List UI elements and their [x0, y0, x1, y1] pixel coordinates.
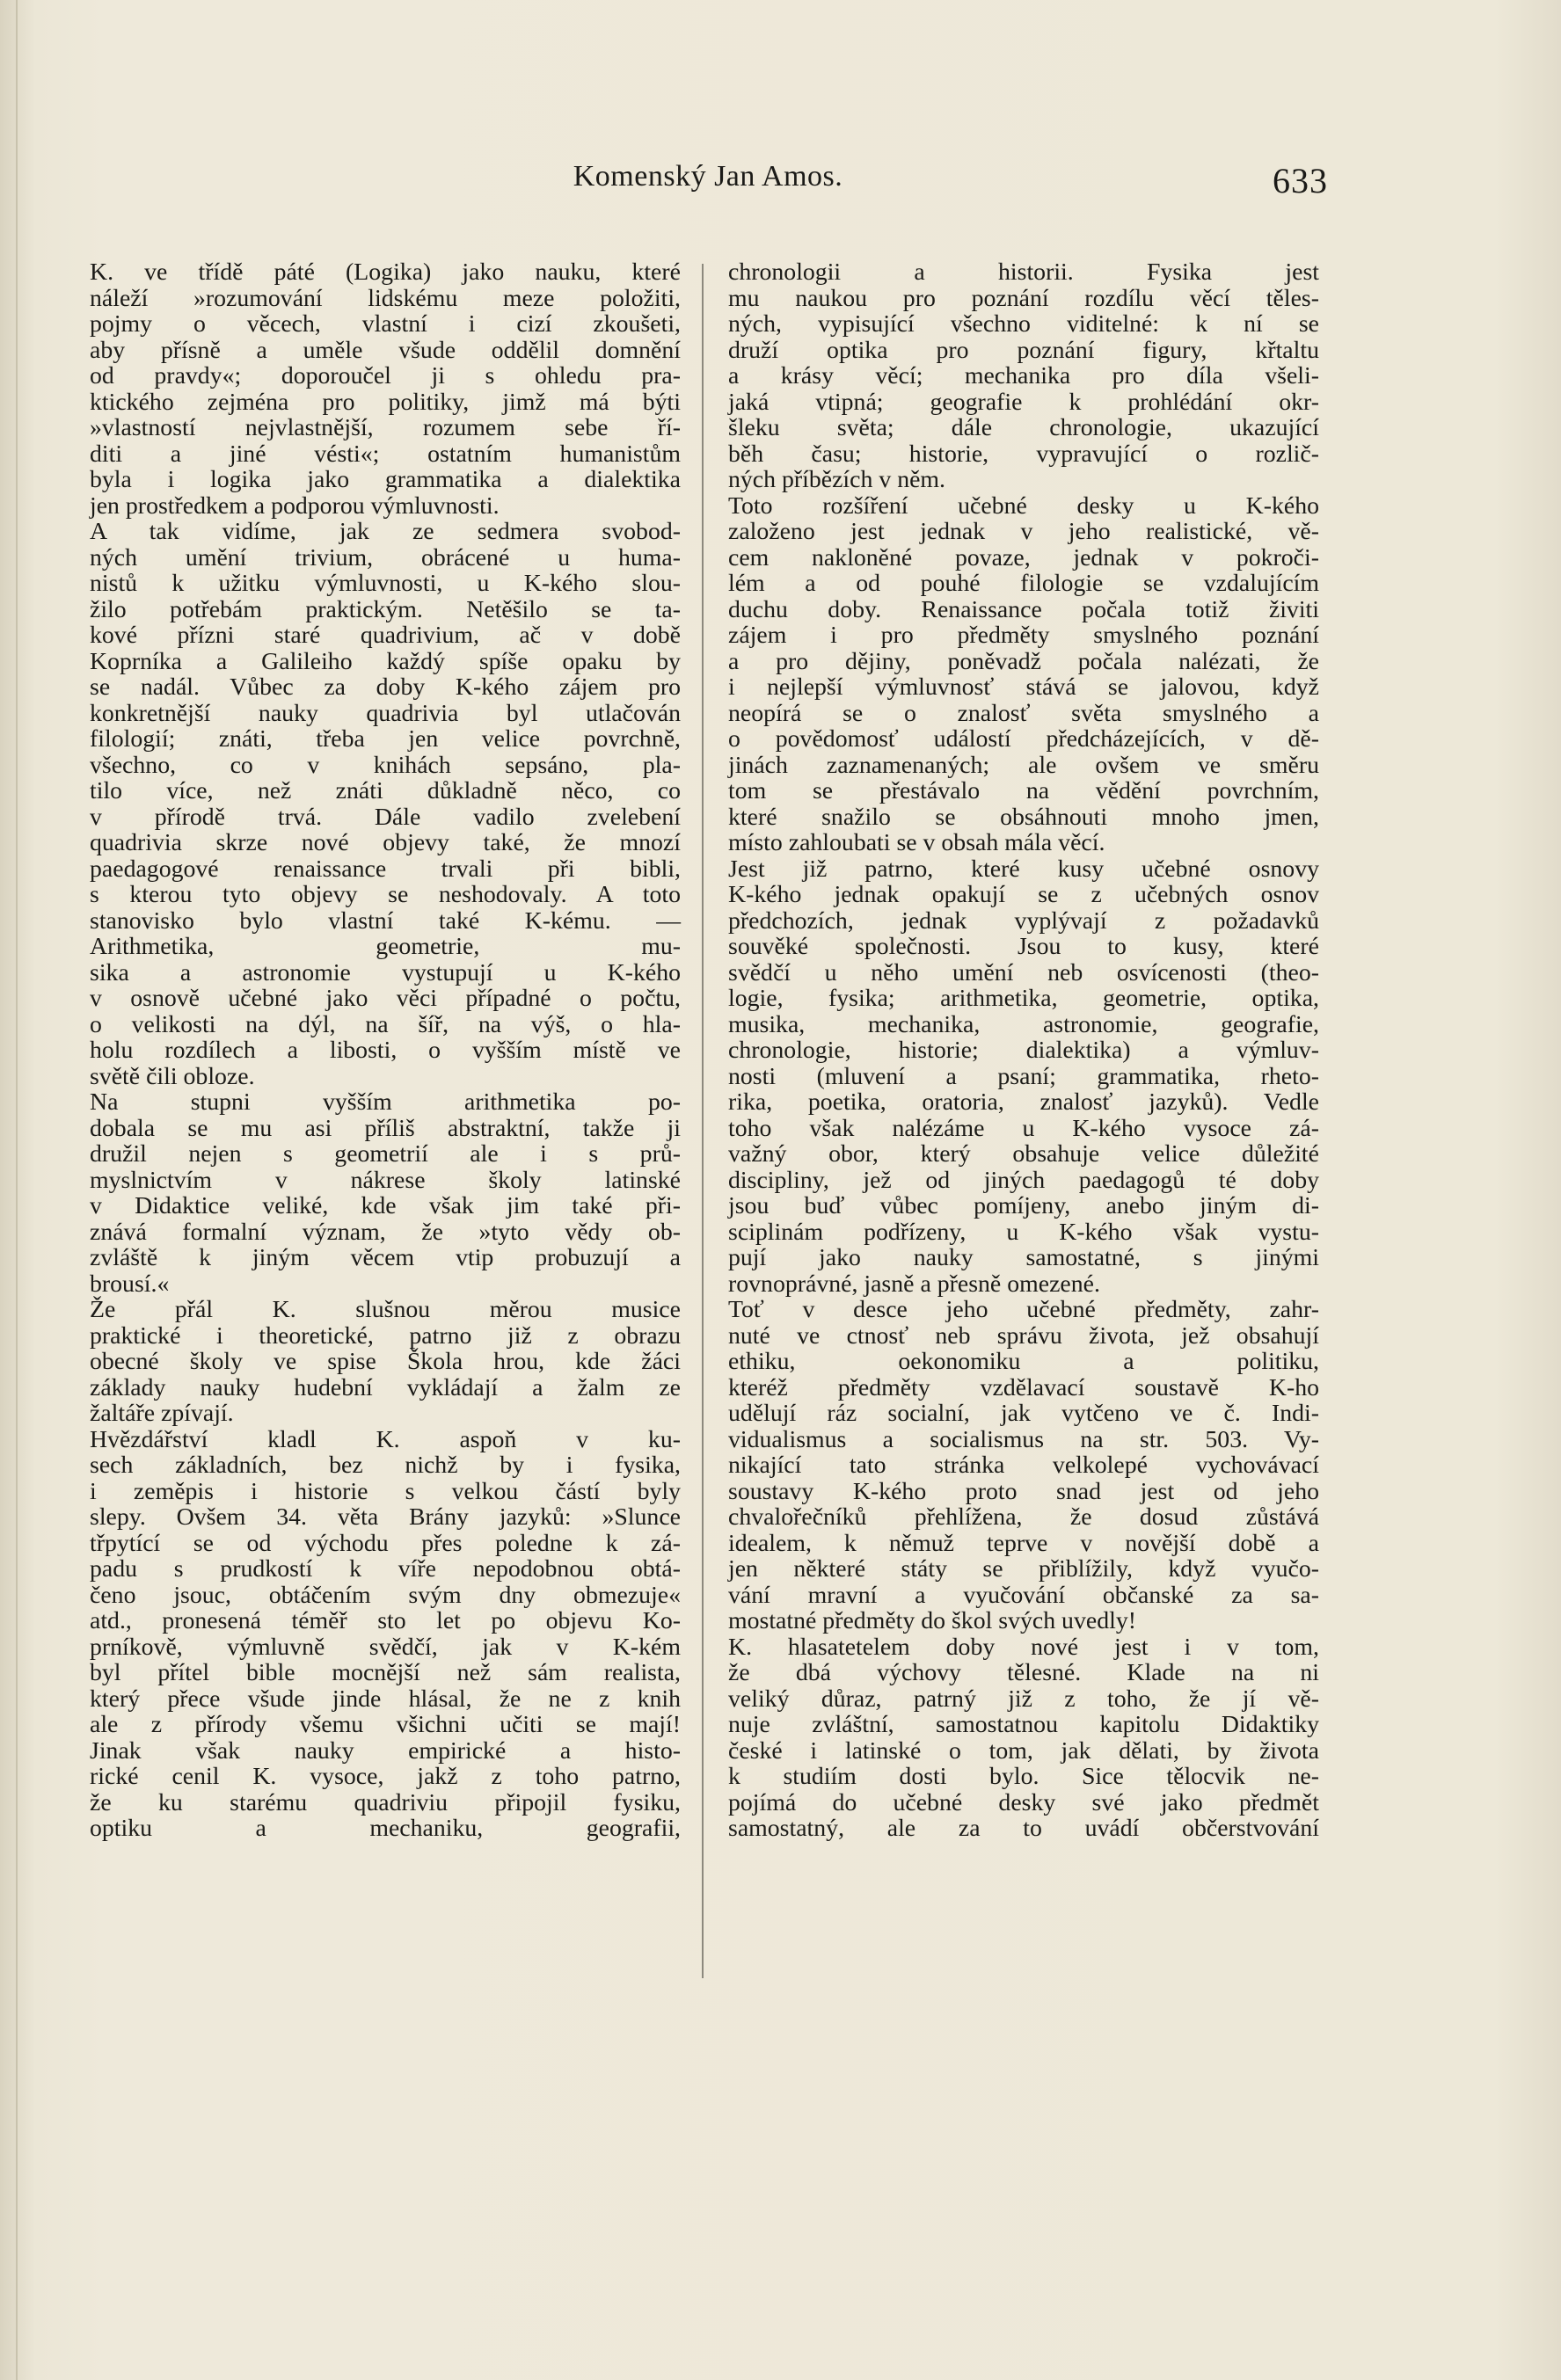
- text-line: i zeměpis i historie s velkou částí byly: [90, 1477, 681, 1505]
- text-line: veliký důraz, patrný již z toho, že jí vě-: [728, 1685, 1319, 1713]
- text-line: založeno jest jednak v jeho realistické, vě-: [728, 518, 1319, 545]
- text-line: Hvězdářství kladl K. aspoň v ku-: [90, 1425, 681, 1453]
- text-line: který přece všude jinde hlásal, že ne z knih: [90, 1685, 681, 1713]
- text-line: že ku starému quadriviu připojil fysiku,: [90, 1788, 681, 1816]
- text-line: prníkově, výmluvně svědčí, jak v K-kém: [90, 1633, 681, 1661]
- text-line: jaká vtipná; geografie k prohlédání okr-: [728, 388, 1319, 416]
- text-line: padu s prudkostí k víře nepodobnou obtá-: [90, 1555, 681, 1583]
- text-line: k studiím dosti bylo. Sice tělocvik ne-: [728, 1763, 1319, 1790]
- text-line: stanovisko bylo vlastní také K-kému. —: [90, 906, 681, 935]
- text-line: lém a od pouhé filologie se vzdalujícím: [728, 570, 1319, 597]
- text-line: Arithmetika, geometrie, mu-: [90, 933, 681, 960]
- text-line: praktické i theoretické, patrno již z obrazu: [90, 1321, 681, 1350]
- text-line: soustavy K-kého proto snad jest od jeho: [728, 1477, 1319, 1505]
- text-line: čeno jsouc, obtáčením svým dny obmezuje«: [90, 1581, 681, 1609]
- text-line: brousí.«: [90, 1270, 170, 1298]
- text-line: musika, mechanika, astronomie, geografie,: [728, 1010, 1319, 1038]
- text-line: idealem, k němuž teprve v novější době a: [728, 1529, 1319, 1557]
- text-line: že dbá výchovy tělesné. Klade na ni: [728, 1659, 1319, 1686]
- text-line: aby přísně a uměle všude oddělil domnění: [90, 336, 681, 364]
- right-text-column: [728, 259, 1319, 1842]
- text-line: optiku a mechaniku, geografii,: [90, 1815, 681, 1842]
- page-header: [88, 160, 1328, 213]
- text-line: quadrivia skrze nové objevy také, že mnozí: [90, 829, 681, 856]
- text-line: základy nauky hudební vykládají a žalm ze: [90, 1373, 681, 1401]
- text-line: ktického zejména pro politiky, jimž má býti: [90, 388, 681, 416]
- text-line: šleku světa; dále chronologie, ukazující: [728, 414, 1319, 441]
- text-line: místo zahloubati se v obsah mála věcí.: [728, 829, 1105, 856]
- text-line: od pravdy«; doporoučel ji s ohledu pra-: [90, 362, 681, 389]
- text-line: se nadál. Vůbec za doby K-kého zájem pro: [90, 673, 681, 701]
- text-line: slepy. Ovšem 34. věta Brány jazyků: »Slunce: [90, 1503, 681, 1531]
- text-line: náleží »rozumování lidskému meze položiti,: [90, 284, 681, 312]
- text-line: třpytící se od východu přes poledne k zá-: [90, 1529, 681, 1557]
- text-line: pují jako nauky samostatné, s jinými: [728, 1244, 1319, 1271]
- text-line: jen některé státy se přiblížily, když vyučo-: [728, 1555, 1319, 1583]
- text-line: ethiku, oekonomiku a politiku,: [728, 1348, 1319, 1375]
- text-line: neopírá se o znalosť světa smyslného a: [728, 699, 1319, 727]
- text-line: tilo více, než znáti důkladně něco, co: [90, 777, 681, 804]
- text-line: běh času; historie, vypravující o rozlič-: [728, 440, 1319, 468]
- text-line: s kterou tyto objevy se neshodovaly. A toto: [90, 881, 681, 908]
- text-line: filologií; znáti, třeba jen velice povrchně,: [90, 725, 681, 753]
- text-line: družil nejen s geometrií ale i s prů-: [90, 1140, 681, 1168]
- text-line: Jest již patrno, které kusy učebné osnovy: [728, 855, 1319, 883]
- text-line: logie, fysika; arithmetika, geometrie, optika,: [728, 985, 1319, 1012]
- text-line: nuje zvláštní, samostatnou kapitolu Didaktiky: [728, 1711, 1319, 1738]
- text-line: myslnictvím v nákrese školy latinské: [90, 1166, 681, 1194]
- text-line: chvalořečníků přehlížena, že dosud zůstává: [728, 1503, 1319, 1531]
- text-line: zájem i pro předměty smyslného poznání: [728, 622, 1319, 649]
- text-line: žaltáře zpívají.: [90, 1400, 234, 1427]
- text-line: Že přál K. slušnou měrou musice: [90, 1296, 681, 1323]
- text-line: v přírodě trvá. Dále vadilo zvelebení: [90, 803, 681, 831]
- text-line: druží optika pro poznání figury, křtaltu: [728, 336, 1319, 364]
- text-line: sech základních, bez nichž by i fysika,: [90, 1452, 681, 1479]
- text-line: konkretnější nauky quadrivia byl utlačován: [90, 699, 681, 727]
- page-number: 633: [1273, 161, 1328, 200]
- text-line: a krásy věcí; mechanika pro díla všeli-: [728, 362, 1319, 389]
- text-line: v Didaktice veliké, kde však jim také při-: [90, 1192, 681, 1219]
- text-line: Toto rozšíření učebné desky u K-kého: [728, 491, 1319, 520]
- text-line: ných příbězích v něm.: [728, 466, 945, 493]
- text-line: znává formalní význam, že »tyto vědy ob-: [90, 1218, 681, 1246]
- text-line: tom se přestávalo na vědění povrchním,: [728, 777, 1319, 804]
- text-line: rovnoprávné, jasně a přesně omezené.: [728, 1270, 1100, 1298]
- text-line: ale z přírody všemu všichni učiti se mají!: [90, 1711, 681, 1738]
- text-line: Jinak však nauky empirické a histo-: [90, 1736, 681, 1765]
- text-line: rické cenil K. vysoce, jakž z toho patrno,: [90, 1763, 681, 1790]
- text-line: holu rozdílech a libosti, o vyšším místě ve: [90, 1037, 681, 1064]
- text-line: v osnově učebné jako věci případné o počtu,: [90, 985, 681, 1012]
- text-line: ných umění trivium, obrácené u huma-: [90, 543, 681, 571]
- text-line: české i latinské o tom, jak dělati, by života: [728, 1736, 1319, 1765]
- text-line: světě čili obloze.: [90, 1062, 255, 1090]
- text-line: sciplinám podřízeny, u K-kého však vystu-: [728, 1218, 1319, 1246]
- text-line: sika a astronomie vystupují u K-kého: [90, 958, 681, 986]
- text-line: jinách zaznamenaných; ale ovšem ve směru: [728, 751, 1319, 779]
- text-line: udělují ráz socialní, jak vytčeno ve č. Indi-: [728, 1400, 1319, 1427]
- text-line: atd., pronesená téměř sto let po objevu Ko-: [90, 1607, 681, 1634]
- text-line: pojmy o věcech, vlastní i cizí zkoušeti,: [90, 310, 681, 338]
- text-line: duchu doby. Renaissance počala totiž živiti: [728, 595, 1319, 623]
- text-line: žilo potřebám praktickým. Netěšilo se ta-: [90, 595, 681, 623]
- text-line: važný obor, který obsahuje velice důležité: [728, 1140, 1319, 1168]
- text-line: dobala se mu asi příliš abstraktní, takže ji: [90, 1114, 681, 1142]
- text-line: všechno, co v knihách sepsáno, pla-: [90, 751, 681, 779]
- text-line: kové přízni staré quadrivium, ač v době: [90, 622, 681, 649]
- text-line: mostatné předměty do škol svých uvedly!: [728, 1607, 1136, 1634]
- left-text-column: [90, 259, 681, 1842]
- text-line: Koprníka a Galileiho každý spíše opaku by: [90, 647, 681, 675]
- text-line: nikající tato stránka velkolepé vychovávací: [728, 1452, 1319, 1479]
- text-line: chronologie, historie; dialektika) a výmluv-: [728, 1037, 1319, 1064]
- text-line: o povědomosť událostí předcházejících, v dě-: [728, 725, 1319, 753]
- text-line: cem nakloněné povaze, jednak v pokroči-: [728, 543, 1319, 571]
- text-line: paedagogové renaissance trvali při bibli,: [90, 855, 681, 883]
- text-line: K. hlasatetelem doby nové jest i v tom,: [728, 1633, 1319, 1661]
- text-line: o velikosti na dýl, na šíř, na výš, o hla-: [90, 1010, 681, 1038]
- page-edge-shadow: [16, 0, 18, 2380]
- text-line: jsou buď vůbec pomíjeny, anebo jiným di-: [728, 1192, 1319, 1219]
- text-line: A tak vidíme, jak ze sedmera svobod-: [90, 518, 681, 545]
- text-line: obecné školy ve spise Škola hrou, kde žáci: [90, 1348, 681, 1375]
- text-line: byla i logika jako grammatika a dialektika: [90, 466, 681, 493]
- text-line: které snažilo se obsáhnouti mnoho jmen,: [728, 803, 1319, 831]
- text-line: mu naukou pro poznání rozdílu věcí těles-: [728, 284, 1319, 312]
- text-line: chronologii a historii. Fysika jest: [728, 258, 1319, 286]
- text-line: diti a jiné vésti«; ostatním humanistům: [90, 440, 681, 468]
- text-line: Na stupni vyšším arithmetika po-: [90, 1088, 681, 1116]
- text-line: rika, poetika, oratoria, znalosť jazyků). Vedle: [728, 1088, 1319, 1116]
- text-line: samostatný, ale za to uvádí občerstvování: [728, 1815, 1319, 1842]
- text-line: Toť v desce jeho učebné předměty, zahr-: [728, 1296, 1319, 1323]
- text-line: vidualismus a socialismus na str. 503. Vy-: [728, 1425, 1319, 1453]
- text-line: nosti (mluvení a psaní; grammatika, rheto-: [728, 1062, 1319, 1090]
- text-line: »vlastností nejvlastnější, rozumem sebe ří-: [90, 414, 681, 441]
- text-line: svědčí u něho umění neb osvícenosti (theo-: [728, 958, 1319, 986]
- column-divider: [702, 264, 704, 1978]
- text-line: i nejlepší výmluvnosť stává se jalovou, když: [728, 673, 1319, 701]
- text-line: souvěké společnosti. Jsou to kusy, které: [728, 933, 1319, 960]
- running-title: Komenský Jan Amos.: [573, 160, 843, 193]
- text-line: K-kého jednak opakují se z učebných osnov: [728, 881, 1319, 908]
- text-line: vání mravní a vyučování občanské za sa-: [728, 1581, 1319, 1609]
- text-line: pojímá do učebné desky své jako předmět: [728, 1788, 1319, 1816]
- text-line: byl přítel bible mocnější než sám realista,: [90, 1659, 681, 1686]
- text-line: nuté ve ctnosť neb správu života, jež obsahují: [728, 1321, 1319, 1350]
- text-line: nistů k užitku výmluvnosti, u K-kého slou-: [90, 570, 681, 597]
- text-line: kteréž předměty vzdělavací soustavě K-ho: [728, 1373, 1319, 1401]
- text-line: ných, vypisující všechno viditelné: k ní se: [728, 310, 1319, 338]
- text-line: a pro dějiny, poněvadž počala nalézati, že: [728, 647, 1319, 675]
- text-line: discipliny, jež od jiných paedagogů té doby: [728, 1166, 1319, 1194]
- text-line: K. ve třídě páté (Logika) jako nauku, které: [90, 258, 681, 286]
- text-line: toho však nalézáme u K-kého vysoce zá-: [728, 1114, 1319, 1142]
- text-line: předchozích, jednak vyplývají z požadavků: [728, 906, 1319, 935]
- text-line: zvláště k jiným věcem vtip probuzují a: [90, 1244, 681, 1271]
- text-line: jen prostředkem a podporou výmluvnosti.: [90, 491, 500, 520]
